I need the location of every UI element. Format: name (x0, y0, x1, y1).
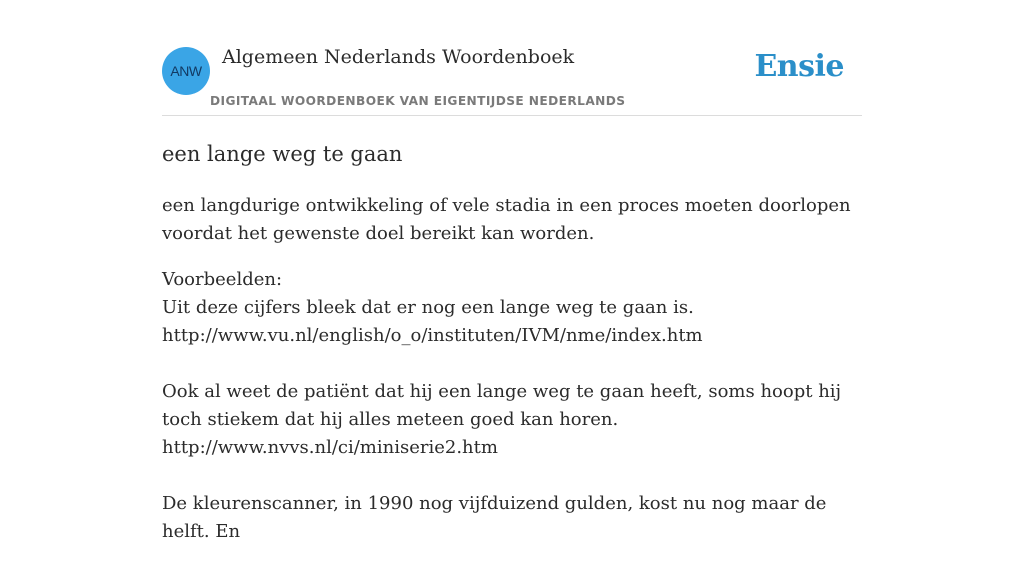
example-source-link[interactable]: http://www.nvvs.nl/ci/miniserie2.htm (162, 437, 498, 458)
example-text: Ook al weet de patiënt dat hij een lange weg te gaan heeft, soms hoopt hij toch stiekem dat hij alles meteen goed kan horen. (162, 381, 842, 430)
entry-content (162, 138, 872, 574)
example-text: De kleurenscanner, in 1990 nog vijfduizend gulden, kost nu nog maar de helft. En (162, 493, 827, 542)
examples-heading: Voorbeelden: (162, 269, 283, 290)
ensie-brand-logo[interactable]: Ensie (754, 49, 844, 84)
example-source-link[interactable]: http://www.vu.nl/english/o_o/instituten/IVM/nme/index.htm (162, 325, 703, 346)
anw-logo[interactable] (162, 47, 210, 95)
entry-term: een lange weg te gaan (162, 142, 403, 166)
example-item (162, 378, 872, 462)
header (162, 0, 862, 116)
site-subtitle: DIGITAAL WOORDENBOEK VAN EIGENTIJDSE NEDERLANDS (210, 94, 626, 108)
site-title[interactable]: Algemeen Nederlands Woordenboek (222, 46, 575, 68)
examples-section (162, 266, 872, 546)
example-item (162, 490, 872, 546)
example-item (162, 294, 872, 350)
entry-definition: een langdurige ontwikkeling of vele stadia in een proces moeten doorlopen voordat het gewenste doel bereikt kan worden. (162, 195, 851, 244)
example-text: Uit deze cijfers bleek dat er nog een lange weg te gaan is. (162, 297, 694, 318)
logo-text: ANW (170, 63, 202, 79)
